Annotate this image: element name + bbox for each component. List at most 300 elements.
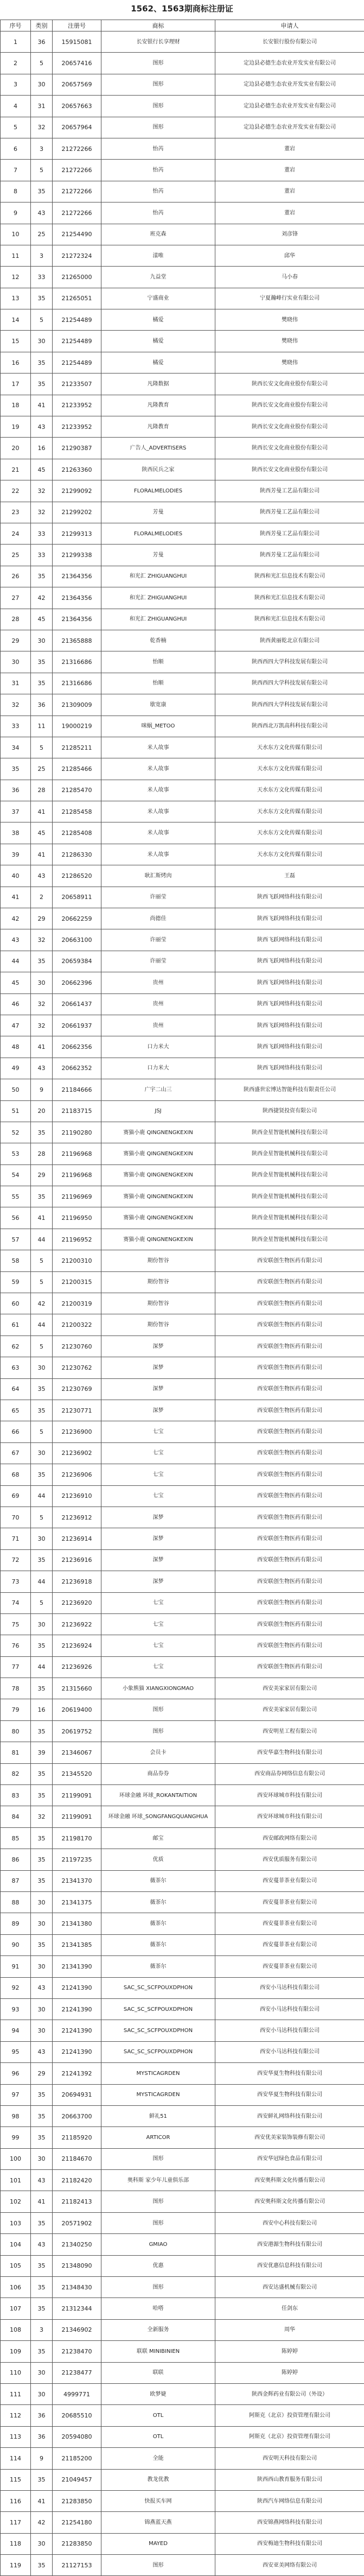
cell-applicant: 陈婷婷 <box>215 2362 364 2383</box>
cell-trademark: 歇宽康 <box>101 694 215 716</box>
cell-trademark: OTL <box>101 2405 215 2426</box>
table-row <box>1 822 364 844</box>
cell-trademark: 长安银行长享理财 <box>101 31 215 53</box>
cell-applicant: 西安联创生物医药有限公司 <box>215 1635 364 1656</box>
cell-applicant: 陕西金星智能机械科技有限公司 <box>215 1207 364 1229</box>
cell-reg-no: 20662396 <box>53 972 101 993</box>
cell-index: 53 <box>1 1143 31 1164</box>
cell-index: 115 <box>1 2469 31 2490</box>
cell-index: 29 <box>1 630 31 651</box>
cell-index: 14 <box>1 309 31 331</box>
cell-trademark: FLORALMELODIES <box>101 480 215 502</box>
cell-class: 28 <box>31 780 53 801</box>
cell-class: 30 <box>31 1913 53 1934</box>
cell-index: 58 <box>1 1250 31 1271</box>
cell-reg-no: 21230760 <box>53 1336 101 1357</box>
table-row <box>1 331 364 352</box>
cell-class: 44 <box>31 1314 53 1336</box>
cell-trademark: 深梦 <box>101 1549 215 1571</box>
cell-applicant: 马小春 <box>215 267 364 288</box>
table-row <box>1 1250 364 1271</box>
table-row <box>1 31 364 53</box>
cell-reg-no: 21340250 <box>53 2234 101 2255</box>
table-row <box>1 673 364 694</box>
cell-class: 43 <box>31 2041 53 2062</box>
cell-trademark: 怡顺 <box>101 673 215 694</box>
cell-trademark: 七宝 <box>101 1464 215 1485</box>
cell-trademark: 漾唯 <box>101 245 215 266</box>
cell-class: 35 <box>31 2298 53 2319</box>
cell-index: 109 <box>1 2341 31 2362</box>
cell-class: 5 <box>31 160 53 181</box>
cell-reg-no: 21241390 <box>53 2020 101 2041</box>
cell-reg-no: 21364356 <box>53 587 101 609</box>
cell-index: 98 <box>1 2105 31 2126</box>
cell-reg-no: 21236914 <box>53 1528 101 1549</box>
cell-applicant: 陕西飞跃网络科技有限公司 <box>215 908 364 929</box>
cell-applicant: 西安港源生物科技有限公司 <box>215 2234 364 2255</box>
cell-class: 41 <box>31 2191 53 2212</box>
cell-trademark: 和光汇 ZHIGUANGHUI <box>101 587 215 609</box>
cell-class: 35 <box>31 374 53 395</box>
table-row <box>1 2555 364 2576</box>
cell-applicant: 陕西飞跃网络科技有限公司 <box>215 972 364 993</box>
cell-class: 33 <box>31 267 53 288</box>
cell-index: 55 <box>1 1186 31 1207</box>
cell-applicant: 陕西西四大学科技发展有限公司 <box>215 673 364 694</box>
cell-index: 90 <box>1 1934 31 1955</box>
cell-applicant: 陕西金星智能机械科技有限公司 <box>215 1164 364 1186</box>
table-row <box>1 2212 364 2233</box>
cell-reg-no: 20662352 <box>53 1058 101 1079</box>
cell-index: 113 <box>1 2426 31 2447</box>
cell-trademark: 环球金融 环球_SONGFANGQUANGHUA <box>101 1806 215 1827</box>
cell-applicant: 西安梅迪生物科技有限公司 <box>215 2533 364 2554</box>
cell-index: 83 <box>1 1785 31 1806</box>
cell-reg-no: 21265051 <box>53 288 101 309</box>
cell-reg-no: 21236926 <box>53 1656 101 1678</box>
table-row <box>1 2298 364 2319</box>
table-row <box>1 309 364 331</box>
cell-reg-no: 21236920 <box>53 1592 101 1613</box>
table-row <box>1 2041 364 2062</box>
cell-applicant: 天水东方文化传媒有限公司 <box>215 822 364 844</box>
cell-reg-no: 21254180 <box>53 2512 101 2533</box>
cell-reg-no: 21200322 <box>53 1314 101 1336</box>
cell-trademark: 凡隆教育 <box>101 395 215 416</box>
cell-reg-no: 21285211 <box>53 737 101 758</box>
cell-index: 5 <box>1 117 31 138</box>
cell-applicant: 西安联创生物医药有限公司 <box>215 1271 364 1293</box>
cell-class: 41 <box>31 844 53 865</box>
cell-applicant: 西安鲜礼网络科技有限公司 <box>215 2105 364 2126</box>
table-row <box>1 1357 364 1378</box>
cell-index: 52 <box>1 1122 31 1143</box>
cell-class: 30 <box>31 2362 53 2383</box>
cell-trademark: 米人故事 <box>101 758 215 780</box>
cell-applicant: 天水东方文化传媒有限公司 <box>215 758 364 780</box>
cell-reg-no: 21230769 <box>53 1378 101 1400</box>
cell-index: 66 <box>1 1421 31 1442</box>
cell-index: 85 <box>1 1827 31 1849</box>
cell-applicant: 董岩 <box>215 181 364 202</box>
cell-applicant: 西安邮政网络有限公司 <box>215 1827 364 1849</box>
cell-reg-no: 21196968 <box>53 1143 101 1164</box>
table-row <box>1 972 364 993</box>
cell-reg-no: 21230762 <box>53 1357 101 1378</box>
cell-class: 30 <box>31 2020 53 2041</box>
cell-trademark: 薇茶尔 <box>101 1913 215 1934</box>
cell-trademark: 和光汇 ZHIGUANGHUI <box>101 566 215 587</box>
table-row <box>1 245 364 266</box>
cell-reg-no: 20662259 <box>53 908 101 929</box>
cell-applicant: 西安联创生物医药有限公司 <box>215 1250 364 1271</box>
cell-reg-no: 21341390 <box>53 1956 101 1977</box>
cell-index: 65 <box>1 1400 31 1421</box>
cell-trademark: ARTICOR <box>101 2127 215 2148</box>
cell-index: 20 <box>1 438 31 459</box>
cell-class: 43 <box>31 1977 53 1998</box>
cell-class: 30 <box>31 2383 53 2404</box>
cell-index: 67 <box>1 1442 31 1464</box>
cell-reg-no: 20657964 <box>53 117 101 138</box>
cell-reg-no: 21345520 <box>53 1763 101 1784</box>
cell-trademark: 欧梦婕 <box>101 2383 215 2404</box>
cell-index: 81 <box>1 1742 31 1763</box>
cell-reg-no: 20658911 <box>53 887 101 908</box>
cell-index: 73 <box>1 1571 31 1592</box>
table-row <box>1 1763 364 1784</box>
cell-class: 30 <box>31 74 53 95</box>
table-row <box>1 1164 364 1186</box>
cell-reg-no: 21286520 <box>53 865 101 887</box>
cell-reg-no: 21272266 <box>53 160 101 181</box>
cell-applicant: 阿斯克（北京）投资管理有限公司 <box>215 2405 364 2426</box>
cell-trademark: 商品券券 <box>101 1763 215 1784</box>
cell-reg-no: 21285458 <box>53 801 101 822</box>
cell-trademark: 图形 <box>101 74 215 95</box>
cell-index: 21 <box>1 459 31 480</box>
cell-trademark: 许丽莹 <box>101 951 215 972</box>
cell-applicant: 西安蔓菲茶业有限公司 <box>215 1870 364 1891</box>
cell-trademark: 邮宝 <box>101 1827 215 1849</box>
table-row <box>1 1827 364 1849</box>
cell-applicant: 西安联创生物医药有限公司 <box>215 1549 364 1571</box>
cell-index: 6 <box>1 138 31 159</box>
cell-reg-no: 21196950 <box>53 1207 101 1229</box>
cell-trademark: 赛猫小鹿 QINGNENGKEXIN <box>101 1143 215 1164</box>
table-row <box>1 1870 364 1891</box>
cell-index: 89 <box>1 1913 31 1934</box>
table-row <box>1 480 364 502</box>
table-row <box>1 2448 364 2469</box>
table-row <box>1 160 364 181</box>
cell-reg-no: 21285470 <box>53 780 101 801</box>
cell-applicant: 西安联创生物医药有限公司 <box>215 1571 364 1592</box>
table-row <box>1 1656 364 1678</box>
cell-trademark: 米人故事 <box>101 780 215 801</box>
header-index: 序号 <box>1 20 31 31</box>
cell-trademark: 深梦 <box>101 1378 215 1400</box>
table-row <box>1 1271 364 1293</box>
cell-trademark: 深梦 <box>101 1507 215 1528</box>
header-class: 类别 <box>31 20 53 31</box>
cell-trademark: 深梦 <box>101 1571 215 1592</box>
cell-applicant: 定边县必德生态农业开发实业有限公司 <box>215 117 364 138</box>
cell-class: 35 <box>31 2555 53 2576</box>
cell-index: 117 <box>1 2512 31 2533</box>
cell-applicant: 西安小马达科技有限公司 <box>215 2020 364 2041</box>
cell-trademark: 米人故事 <box>101 822 215 844</box>
cell-applicant: 陕西西北万凯高科科技有限公司 <box>215 716 364 737</box>
cell-trademark: 七宝 <box>101 1656 215 1678</box>
cell-index: 4 <box>1 96 31 117</box>
table-row <box>1 651 364 673</box>
cell-index: 76 <box>1 1635 31 1656</box>
cell-applicant: 天水东方文化传媒有限公司 <box>215 780 364 801</box>
cell-trademark: 联联 MINIBINIEN <box>101 2341 215 2362</box>
cell-trademark: 图形 <box>101 1699 215 1720</box>
cell-index: 7 <box>1 160 31 181</box>
cell-applicant: 王磊 <box>215 865 364 887</box>
cell-trademark: JSJ <box>101 1100 215 1122</box>
cell-applicant: 陕西和光汇信息技术有限公司 <box>215 587 364 609</box>
cell-class: 5 <box>31 53 53 74</box>
cell-applicant: 西安华嘉生物科技有限公司 <box>215 1742 364 1763</box>
cell-reg-no: 21236918 <box>53 1571 101 1592</box>
table-row <box>1 929 364 951</box>
cell-class: 5 <box>31 1592 53 1613</box>
cell-class: 35 <box>31 1763 53 1784</box>
table-row <box>1 716 364 737</box>
cell-reg-no: 20661937 <box>53 1015 101 1036</box>
table-row <box>1 395 364 416</box>
cell-trademark: 米人故事 <box>101 737 215 758</box>
cell-trademark: 图形 <box>101 117 215 138</box>
table-row <box>1 1891 364 1913</box>
cell-applicant: 天水东方文化传媒有限公司 <box>215 801 364 822</box>
cell-applicant: 西安华夏生物科技有限公司 <box>215 2063 364 2084</box>
table-row <box>1 1785 364 1806</box>
cell-applicant: 西安蔓菲茶业有限公司 <box>215 1934 364 1955</box>
cell-trademark: 图形 <box>101 2148 215 2169</box>
cell-index: 62 <box>1 1336 31 1357</box>
cell-index: 17 <box>1 374 31 395</box>
cell-trademark: 全新服务 <box>101 2319 215 2340</box>
cell-index: 97 <box>1 2084 31 2105</box>
cell-trademark: 贵州 <box>101 972 215 993</box>
table-row <box>1 1720 364 1742</box>
cell-reg-no: 21272324 <box>53 245 101 266</box>
cell-reg-no: 21346067 <box>53 1742 101 1763</box>
cell-trademark: 深梦 <box>101 1357 215 1378</box>
table-row <box>1 2105 364 2126</box>
cell-reg-no: 15915081 <box>53 31 101 53</box>
cell-index: 28 <box>1 609 31 630</box>
cell-applicant: 陕西飞跃网络科技有限公司 <box>215 1015 364 1036</box>
table-row <box>1 2170 364 2191</box>
cell-index: 110 <box>1 2362 31 2383</box>
cell-reg-no: 21199091 <box>53 1806 101 1827</box>
table-row <box>1 630 364 651</box>
cell-class: 35 <box>31 1827 53 1849</box>
cell-index: 100 <box>1 2148 31 2169</box>
cell-index: 33 <box>1 716 31 737</box>
table-row <box>1 1122 364 1143</box>
cell-trademark: 怡芮 <box>101 138 215 159</box>
cell-applicant: 陕西飞跃网络科技有限公司 <box>215 1058 364 1079</box>
cell-reg-no: 19000219 <box>53 716 101 737</box>
cell-trademark: 凡隆数据 <box>101 374 215 395</box>
cell-class: 36 <box>31 31 53 53</box>
cell-index: 69 <box>1 1485 31 1507</box>
cell-class: 30 <box>31 1613 53 1635</box>
cell-trademark: 期份智谷 <box>101 1250 215 1271</box>
cell-index: 92 <box>1 1977 31 1998</box>
cell-index: 105 <box>1 2255 31 2276</box>
table-row <box>1 1314 364 1336</box>
cell-index: 24 <box>1 523 31 544</box>
cell-class: 41 <box>31 2490 53 2511</box>
cell-reg-no: 21265000 <box>53 267 101 288</box>
cell-reg-no: 21254489 <box>53 352 101 373</box>
cell-reg-no: 21348430 <box>53 2277 101 2298</box>
table-row <box>1 2277 364 2298</box>
cell-index: 74 <box>1 1592 31 1613</box>
cell-reg-no: 21241390 <box>53 2041 101 2062</box>
cell-reg-no: 21182413 <box>53 2191 101 2212</box>
cell-trademark: 怡芮 <box>101 160 215 181</box>
cell-class: 35 <box>31 352 53 373</box>
cell-class: 35 <box>31 2277 53 2298</box>
cell-applicant: 陕西长安文化商业股份有限公司 <box>215 395 364 416</box>
cell-trademark: 乾香楠 <box>101 630 215 651</box>
cell-index: 107 <box>1 2298 31 2319</box>
cell-class: 30 <box>31 1891 53 1913</box>
cell-reg-no: 21197235 <box>53 1849 101 1870</box>
cell-class: 35 <box>31 1464 53 1485</box>
table-row <box>1 1421 364 1442</box>
table-row <box>1 1592 364 1613</box>
cell-applicant: 西安亚美网络有限公司 <box>215 2555 364 2576</box>
cell-applicant: 西安联创生物医药有限公司 <box>215 1528 364 1549</box>
cell-trademark: 哈嗒 <box>101 2298 215 2319</box>
cell-reg-no: 21309009 <box>53 694 101 716</box>
cell-index: 104 <box>1 2234 31 2255</box>
cell-index: 13 <box>1 288 31 309</box>
cell-applicant: 陕西黄丽乾北京有限公司 <box>215 630 364 651</box>
cell-class: 35 <box>31 2084 53 2105</box>
cell-class: 42 <box>31 587 53 609</box>
cell-reg-no: 21283850 <box>53 2490 101 2511</box>
cell-trademark: 米人故事 <box>101 844 215 865</box>
cell-trademark: 期份智谷 <box>101 1293 215 1314</box>
cell-trademark: 贵州 <box>101 1015 215 1036</box>
cell-trademark: 许丽莹 <box>101 887 215 908</box>
cell-reg-no: 20619400 <box>53 1699 101 1720</box>
table-row <box>1 2020 364 2041</box>
table-row <box>1 2255 364 2276</box>
cell-class: 44 <box>31 1571 53 1592</box>
cell-applicant: 天水东方文化传媒有限公司 <box>215 844 364 865</box>
cell-applicant: 董岩 <box>215 202 364 224</box>
cell-class: 42 <box>31 2512 53 2533</box>
cell-applicant: 陈婷婷 <box>215 2341 364 2362</box>
cell-trademark: 深梦 <box>101 1400 215 1421</box>
cell-index: 61 <box>1 1314 31 1336</box>
table-row <box>1 1678 364 1699</box>
cell-class: 35 <box>31 2255 53 2276</box>
cell-index: 25 <box>1 545 31 566</box>
table-row <box>1 1549 364 1571</box>
cell-applicant: 西安小马达科技有限公司 <box>215 1998 364 2020</box>
table-row <box>1 2405 364 2426</box>
cell-index: 47 <box>1 1015 31 1036</box>
cell-applicant: 陕西金辉药业有限公司（外设） <box>215 2383 364 2404</box>
cell-reg-no: 21233952 <box>53 416 101 438</box>
cell-trademark: 班克森 <box>101 224 215 245</box>
cell-index: 60 <box>1 1293 31 1314</box>
cell-index: 22 <box>1 480 31 502</box>
cell-index: 102 <box>1 2191 31 2212</box>
table-row <box>1 1977 364 1998</box>
cell-index: 40 <box>1 865 31 887</box>
table-row <box>1 1998 364 2020</box>
cell-index: 93 <box>1 1998 31 2020</box>
cell-applicant: 天水东方文化传媒有限公司 <box>215 737 364 758</box>
cell-reg-no: 21299338 <box>53 545 101 566</box>
cell-applicant: 陕西汽车网络信息有限公司 <box>215 2490 364 2511</box>
cell-index: 8 <box>1 181 31 202</box>
cell-trademark: 图形 <box>101 2277 215 2298</box>
cell-class: 44 <box>31 1229 53 1250</box>
cell-class: 45 <box>31 822 53 844</box>
cell-reg-no: 21272266 <box>53 138 101 159</box>
cell-index: 72 <box>1 1549 31 1571</box>
cell-index: 27 <box>1 587 31 609</box>
cell-reg-no: 21049457 <box>53 2469 101 2490</box>
cell-reg-no: 21341370 <box>53 1870 101 1891</box>
cell-trademark: 赛猫小鹿 QINGNENGKEXIN <box>101 1122 215 1143</box>
cell-trademark: 薇茶尔 <box>101 1891 215 1913</box>
cell-applicant: 陕西捷贤投资有限公司 <box>215 1100 364 1122</box>
cell-trademark: 环球金融 环球_ROKANTAITION <box>101 1785 215 1806</box>
table-row <box>1 117 364 138</box>
cell-index: 111 <box>1 2383 31 2404</box>
cell-class: 32 <box>31 502 53 523</box>
cell-class: 35 <box>31 951 53 972</box>
cell-applicant: 陕西长安文化商业股份有限公司 <box>215 416 364 438</box>
table-row <box>1 1699 364 1720</box>
table-row <box>1 1186 364 1207</box>
cell-trademark: MYSTICAGRDEN <box>101 2063 215 2084</box>
cell-class: 44 <box>31 1656 53 1678</box>
cell-index: 34 <box>1 737 31 758</box>
cell-class: 41 <box>31 1207 53 1229</box>
cell-applicant: 陕西和光汇信息技术有限公司 <box>215 566 364 587</box>
table-row <box>1 2234 364 2255</box>
cell-reg-no: 21341385 <box>53 1934 101 1955</box>
cell-class: 35 <box>31 1785 53 1806</box>
table-row <box>1 1934 364 1955</box>
cell-class: 33 <box>31 545 53 566</box>
cell-class: 43 <box>31 416 53 438</box>
cell-applicant: 陕西盛世宏博达智能科技有限责任公司 <box>215 1079 364 1100</box>
cell-index: 63 <box>1 1357 31 1378</box>
cell-applicant: 邱华 <box>215 245 364 266</box>
cell-trademark: 优惠 <box>101 2255 215 2276</box>
cell-class: 32 <box>31 993 53 1015</box>
